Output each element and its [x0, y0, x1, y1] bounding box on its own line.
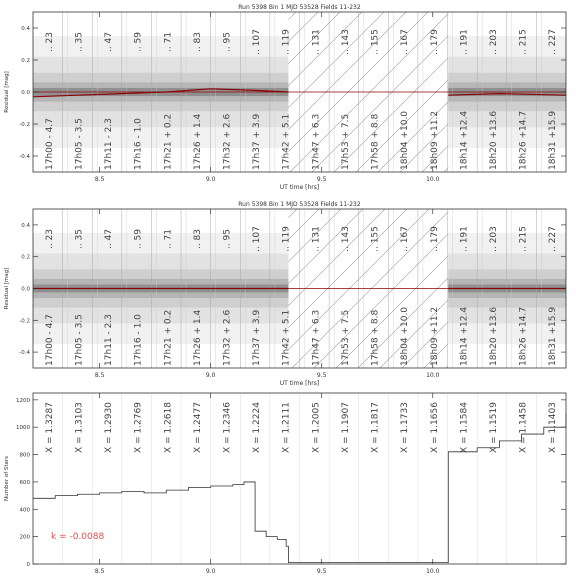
x-tick-label: 8.5 — [94, 372, 105, 379]
airmass-label: X = 1.1403 — [548, 402, 559, 453]
field-number-label: .. 23 — [44, 228, 55, 250]
time-offset-label: 17h47 + 6.3 — [311, 113, 322, 170]
extinction-k-label: k = -0.0088 — [51, 532, 105, 542]
time-offset-label: 17h05 - 3.5 — [74, 118, 85, 170]
field-number-label: .. 71 — [163, 31, 174, 53]
field-number-label: .. 143 — [340, 29, 351, 55]
y-tick-label: -0.4 — [19, 350, 30, 357]
x-tick-label: 9.0 — [205, 176, 216, 183]
y-tick-label: 800 — [19, 452, 30, 459]
x-tick-label: 9.5 — [316, 176, 327, 183]
time-offset-label: 17h53 + 7.5 — [340, 113, 351, 170]
airmass-label: X = 1.2769 — [133, 402, 144, 453]
y-tick-label: 600 — [19, 479, 30, 486]
time-offset-label: 18h26 +14.7 — [518, 306, 529, 366]
time-offset-label: 18h14 +12.4 — [459, 110, 470, 170]
y-axis-label: Number of Stars — [4, 455, 10, 502]
field-number-label: .. 179 — [429, 29, 440, 55]
field-number-label: .. 107 — [252, 226, 263, 252]
field-number-label: .. 107 — [252, 29, 263, 55]
y-tick-label: 1200 — [16, 397, 30, 404]
airmass-label: X = 1.1733 — [400, 402, 411, 453]
field-number-label: .. 83 — [192, 31, 203, 53]
field-number-label: .. 155 — [370, 226, 381, 252]
time-offset-label: 17h05 - 3.5 — [74, 314, 85, 366]
field-number-label: .. 95 — [222, 31, 233, 53]
y-axis-label: Residual [mag] — [4, 267, 10, 310]
time-offset-label: 17h37 + 3.9 — [252, 113, 263, 170]
time-offset-label: 18h14 +12.4 — [459, 306, 470, 366]
field-number-label: .. 215 — [518, 226, 529, 252]
time-offset-label: 18h04 +10.0 — [400, 306, 411, 366]
x-tick-label: 8.5 — [94, 176, 105, 183]
y-tick-label: -0.4 — [19, 154, 30, 160]
y-axis-label: Residual [mag] — [4, 71, 10, 113]
time-offset-label: 17h26 + 1.4 — [192, 113, 203, 170]
field-number-label: .. 203 — [488, 29, 499, 55]
time-offset-label: 17h32 + 2.6 — [222, 309, 233, 366]
airmass-label: X = 1.2618 — [163, 402, 174, 453]
y-tick-label: 0.4 — [21, 26, 30, 32]
x-tick-label: 9.5 — [316, 372, 327, 379]
time-offset-label: 17h58 + 8.8 — [370, 113, 381, 170]
time-offset-label: 18h20 +13.6 — [488, 306, 499, 366]
y-tick-label: 0.4 — [21, 222, 30, 229]
star-count-panel — [4, 393, 566, 576]
y-tick-label: 400 — [19, 507, 30, 514]
time-offset-label: 17h00 - 4.7 — [44, 118, 55, 170]
x-tick-label: 9.0 — [205, 568, 216, 575]
x-tick-label: 10.0 — [426, 372, 440, 379]
x-tick-label: 10.0 — [426, 568, 440, 575]
airmass-label: X = 1.2346 — [222, 402, 233, 453]
field-number-label: .. 155 — [370, 29, 381, 55]
airmass-label: X = 1.3287 — [44, 402, 55, 453]
field-number-label: .. 71 — [163, 228, 174, 250]
y-tick-label: 0.0 — [21, 286, 30, 293]
x-axis-label: UT time [hrs] — [279, 184, 320, 191]
time-offset-label: 18h26 +14.7 — [518, 110, 529, 170]
airmass-label: X = 1.2111 — [281, 402, 292, 453]
airmass-label: X = 1.3103 — [74, 402, 85, 453]
field-number-label: .. 119 — [281, 29, 292, 55]
x-axis-label: UT time [hrs] — [279, 380, 320, 387]
field-number-label: .. 131 — [311, 29, 322, 55]
field-number-label: .. 23 — [44, 31, 55, 53]
time-offset-label: 17h47 + 6.3 — [311, 309, 322, 366]
time-offset-label: 18h04 +10.0 — [400, 110, 411, 170]
field-number-label: .. 215 — [518, 29, 529, 55]
panel-title: Run 5398 Bin 1 MJD 53528 Fields 11-232 — [238, 201, 361, 208]
x-tick-label: 9.0 — [205, 372, 216, 379]
time-offset-label: 18h31 +15.9 — [548, 110, 559, 170]
time-offset-label: 17h21 + 0.2 — [163, 309, 174, 366]
time-offset-label: 18h09 +11.2 — [429, 110, 440, 170]
field-number-label: .. 47 — [104, 31, 115, 53]
airmass-label: X = 1.1817 — [370, 402, 381, 453]
field-number-label: .. 131 — [311, 226, 322, 252]
field-number-label: .. 227 — [548, 29, 559, 55]
time-offset-label: 17h26 + 1.4 — [192, 309, 203, 366]
time-offset-label: 17h11 - 2.3 — [104, 118, 115, 170]
field-number-label: .. 179 — [429, 226, 440, 252]
x-tick-label: 8.5 — [94, 568, 105, 575]
time-offset-label: 17h00 - 4.7 — [44, 314, 55, 366]
time-offset-label: 17h21 + 0.2 — [163, 113, 174, 170]
residual-panel-2 — [4, 201, 566, 387]
field-number-label: .. 119 — [281, 226, 292, 252]
residual-panel-1 — [4, 4, 566, 191]
time-offset-label: 18h20 +13.6 — [488, 110, 499, 170]
field-number-label: .. 191 — [459, 226, 470, 252]
time-offset-label: 18h09 +11.2 — [429, 306, 440, 366]
field-number-label: .. 47 — [104, 228, 115, 250]
y-tick-label: -0.2 — [19, 122, 30, 128]
y-tick-label: 1000 — [16, 425, 30, 432]
panel-title: Run 5398 Bin 1 MJD 53528 Fields 11-232 — [238, 4, 361, 11]
airmass-label: X = 1.2005 — [311, 402, 322, 453]
time-offset-label: 17h16 - 1.0 — [133, 314, 144, 366]
field-number-label: .. 59 — [133, 228, 144, 250]
airmass-label: X = 1.1656 — [429, 402, 440, 453]
field-number-label: .. 167 — [400, 226, 411, 252]
time-offset-label: 17h53 + 7.5 — [340, 309, 351, 366]
x-tick-label: 10.0 — [426, 176, 440, 183]
field-number-label: .. 167 — [400, 29, 411, 55]
field-number-label: .. 35 — [74, 228, 85, 250]
field-number-label: .. 227 — [548, 226, 559, 252]
airmass-label: X = 1.2930 — [104, 402, 115, 453]
time-offset-label: 17h42 + 5.1 — [281, 309, 292, 366]
field-number-label: .. 95 — [222, 228, 233, 250]
field-number-label: .. 59 — [133, 31, 144, 53]
field-number-label: .. 35 — [74, 31, 85, 53]
time-offset-label: 17h42 + 5.1 — [281, 113, 292, 170]
airmass-label: X = 1.1519 — [488, 402, 499, 453]
airmass-label: X = 1.1584 — [459, 402, 470, 453]
field-number-label: .. 143 — [340, 226, 351, 252]
airmass-label: X = 1.2224 — [252, 402, 263, 453]
y-tick-label: 0 — [26, 562, 30, 568]
y-tick-label: 0.0 — [21, 90, 30, 96]
field-number-label: .. 191 — [459, 29, 470, 55]
airmass-label: X = 1.2477 — [192, 402, 203, 453]
time-offset-label: 17h32 + 2.6 — [222, 113, 233, 170]
airmass-label: X = 1.1907 — [340, 402, 351, 453]
time-offset-label: 17h37 + 3.9 — [252, 309, 263, 366]
x-tick-label: 9.5 — [316, 568, 327, 575]
airmass-label: X = 1.1458 — [518, 402, 529, 453]
field-number-label: .. 203 — [488, 226, 499, 252]
time-offset-label: 17h58 + 8.8 — [370, 309, 381, 366]
time-offset-label: 18h31 +15.9 — [548, 306, 559, 366]
time-offset-label: 17h16 - 1.0 — [133, 118, 144, 170]
y-tick-label: -0.2 — [19, 318, 30, 325]
y-tick-label: 200 — [19, 534, 30, 541]
time-offset-label: 17h11 - 2.3 — [104, 314, 115, 366]
y-tick-label: 0.2 — [21, 58, 30, 64]
field-number-label: .. 83 — [192, 228, 203, 250]
y-tick-label: 0.2 — [21, 254, 30, 261]
